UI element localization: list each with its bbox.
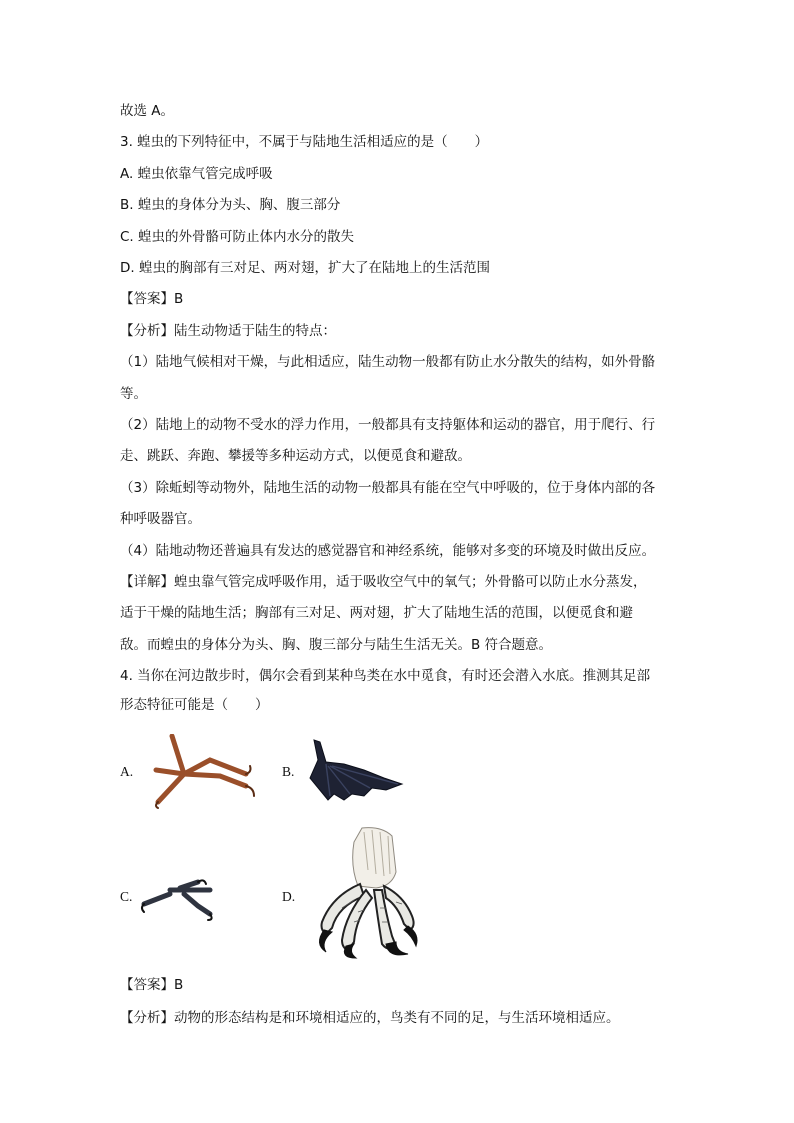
option-a-label: A. xyxy=(120,764,134,779)
question-4-cont: 形态特征可能是（ ） xyxy=(120,697,269,713)
analysis-heading: 【分析】陆生动物适于陆生的特点： xyxy=(120,323,336,339)
analysis-line: 走、跳跃、奔跑、攀援等多种运动方式，以便觅食和避敌。 xyxy=(120,448,471,464)
detail-line: 敌。而蝗虫的身体分为头、胸、腹三部分与陆生生活无关。B 符合题意。 xyxy=(120,637,553,653)
question-3: 3. 蝗虫的下列特征中，不属于与陆地生活相适应的是（ ） xyxy=(120,134,489,150)
raptor-talon-image xyxy=(312,826,422,960)
option-d: D. 蝗虫的胸部有三对足、两对翅，扩大了在陆地上的生活范围 xyxy=(120,260,490,276)
option-c: C. 蝗虫的外骨骼可防止体内水分的散失 xyxy=(120,229,355,245)
option-a: A. 蝗虫依靠气管完成呼吸 xyxy=(120,166,273,182)
detail-line: 【详解】蝗虫靠气管完成呼吸作用，适于吸收空气中的氧气；外骨骼可以防止水分蒸发， xyxy=(120,574,647,590)
option-d-label: D. xyxy=(282,889,296,904)
analysis-line: 种呼吸器官。 xyxy=(120,511,201,527)
option-b-label: B. xyxy=(282,764,295,779)
option-c-label: C. xyxy=(120,889,133,904)
separated-toes-foot-image xyxy=(150,734,260,810)
answer-label: 【答案】B xyxy=(120,977,184,993)
question-4: 4. 当你在河边散步时，偶尔会看到某种鸟类在水中觅食，有时还会潜入水底。推测其足部 xyxy=(120,668,651,684)
option-b: B. 蝗虫的身体分为头、胸、腹三部分 xyxy=(120,197,341,213)
text-line: 故选 A。 xyxy=(120,103,175,119)
analysis-line: （4）陆地动物还普遍具有发达的感觉器官和神经系统，能够对多变的环境及时做出反应。 xyxy=(120,543,656,559)
webbed-foot-image xyxy=(304,738,404,804)
analysis-line: 等。 xyxy=(120,386,147,402)
analysis-line: 【分析】动物的形态结构是和环境相适应的，鸟类有不同的足，与生活环境相适应。 xyxy=(120,1010,620,1026)
grasping-foot-image xyxy=(140,876,216,922)
analysis-line: （3）除蚯蚓等动物外，陆地生活的动物一般都具有能在空气中呼吸的，位于身体内部的各 xyxy=(120,480,656,496)
detail-line: 适于干燥的陆地生活；胸部有三对足、两对翅，扩大了陆地生活的范围，以便觅食和避 xyxy=(120,605,633,621)
answer-label: 【答案】B xyxy=(120,291,184,307)
analysis-line: （1）陆地气候相对干燥，与此相适应，陆生动物一般都有防止水分散失的结构，如外骨骼 xyxy=(120,354,656,370)
analysis-line: （2）陆地上的动物不受水的浮力作用，一般都具有支持躯体和运动的器官，用于爬行、行 xyxy=(120,417,656,433)
